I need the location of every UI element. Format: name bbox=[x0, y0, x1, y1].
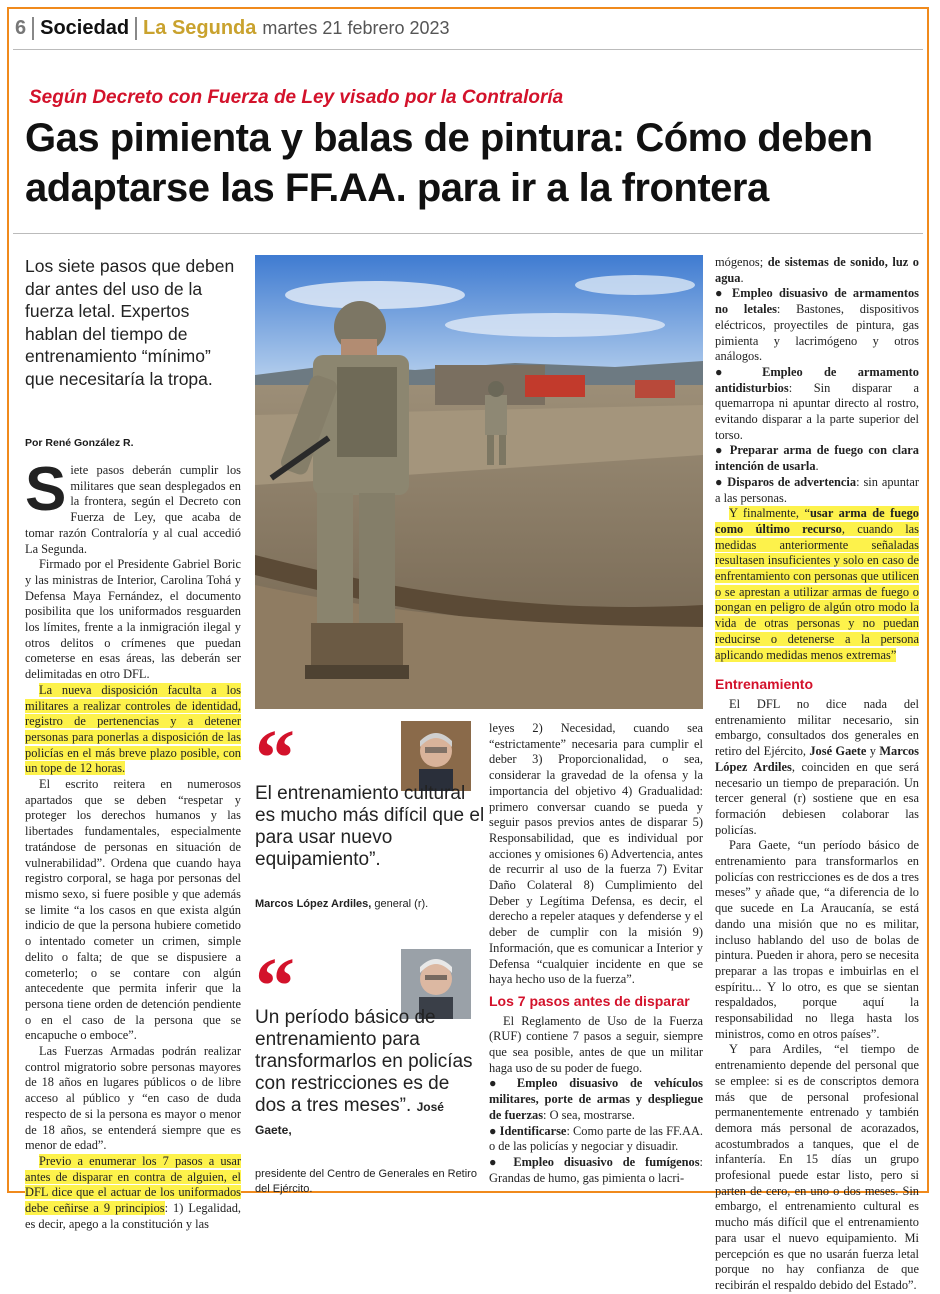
list-item: ● Preparar arma de fuego con clara intención de usarla. bbox=[715, 443, 919, 474]
text: , cuando las medidas anteriormente señaladas resultasen insuficientes y solo en caso de enfrentamiento con personas que utilicen o se aprestan a utilizar armas de fuego o pongan en peligro de algún otro modo la vida de otras personas y no puedan reducirse o detenerse a la persona aplicando medidas menos extremas” bbox=[715, 521, 920, 662]
paragraph: iete pasos deberán cumplir los militares que sean desplegados en la frontera, según el Decreto con Fuerza de Ley, que acaba de tomar razón Contraloría y al cual accedió La Segunda. bbox=[25, 463, 241, 556]
kicker: Según Decreto con Fuerza de Ley visado por la Contraloría bbox=[29, 87, 564, 108]
quote-text: El entrenamiento cultural es mucho más difícil que el para usar nuevo equipamiento”. bbox=[255, 783, 485, 870]
newspaper-page bbox=[7, 7, 929, 1292]
quote-author: Marcos López Ardiles, bbox=[255, 898, 372, 910]
article-column-4 bbox=[715, 255, 919, 1294]
list-item-text: : Grandas de humo, gas pimienta o lacri- bbox=[489, 1154, 703, 1185]
page-header bbox=[15, 17, 450, 45]
highlighted-paragraph: La nueva disposición faculta a los militares a realizar controles de identidad, registro de pertenencias y a detener personas para ponerlas a disposición de las policías en el más breve plazo posible, con un tope de 12 horas. bbox=[25, 682, 241, 776]
quote-mark-icon: “ bbox=[255, 943, 295, 1031]
portrait-marcos-lopez bbox=[401, 721, 471, 791]
paragraph: Y para Ardiles, “el tiempo de entrenamiento depende del personal que se emplee: si es de conscriptos demora más que de personal profesional permanentemente entrenado y también demora más personal de acorazados, acostumbrados a tanques, que el de infantería. En 15 días un grupo profesional puede estar listo, pero si parten de cero, en uno o dos meses. Sin embargo, el entrenamiento cultural es mucho más difícil que el entrenamiento para usar el nuevo equipamiento. Mi percepción es que no usarán fuerza letal porque no hay confianza de que recibirán el respaldo debido del Estado”. bbox=[715, 1042, 919, 1292]
list-item: ● Disparos de advertencia: sin apuntar a las personas. bbox=[715, 474, 919, 505]
list-item-title: Empleo disuasivo de fumígenos bbox=[513, 1154, 700, 1169]
list-item: ● Empleo de armamento antidisturbios: Sin disparar a quemarropa ni apuntar directo al rostro, evitando disparar a la parte superior del torso. bbox=[715, 364, 919, 442]
list-item: ● Empleo disuasivo de fumígenos: Grandas de humo, gas pimienta o lacri- bbox=[489, 1154, 703, 1185]
list-item-text: : Bastones, dispositivos eléctricos, proyectiles de pintura, gas pimienta y lacrimógeno y otros análogos. bbox=[715, 302, 919, 364]
bold-text: José Gaete bbox=[809, 744, 867, 759]
article-column-3 bbox=[489, 721, 703, 1186]
paragraph: Las Fuerzas Armadas podrán realizar control migratorio sobre personas mayores de 18 años en lugares públicos o de libre acceso al público y “en caso de duda respecto de si la persona es mayor o menor de 18 años, se entenderá siempre que es menor de edad”. bbox=[25, 1044, 241, 1153]
headline-divider bbox=[13, 233, 923, 234]
section-name: Sociedad bbox=[32, 17, 137, 40]
article-column-1 bbox=[25, 455, 241, 1232]
publication-name: La Segunda bbox=[143, 17, 257, 39]
quote-author-role: general (r). bbox=[374, 898, 429, 910]
quote-text bbox=[255, 1007, 480, 1141]
header-divider bbox=[13, 49, 923, 50]
list-item-text: : O sea, mostrarse. bbox=[543, 1107, 635, 1122]
list-item-title: Disparos de advertencia bbox=[727, 474, 857, 489]
lead-paragraph: Los siete pasos que deben dar antes del uso de la fuerza letal. Expertos hablan del tiempo de entrenamiento “mínimo” que necesitaría la tropa. bbox=[25, 256, 235, 389]
paragraph: leyes 2) Necesidad, cuando sea “estrictamente” necesaria para cumplir el deber 3) Proporcionalidad, o sea, considerar la gravedad de la ofensa y la importancia del objetivo 4) Gradualidad: primero conversar cuando se pueda y seguir pasos previos antes de disparar 5) Responsabilidad, que es individual por acciones y omisiones 6) Advertencia, antes de recurrir al uso de la fuerza 7) Evitar Daño Colateral 8) Cumplimiento del Deber y Legítima Defensa, es decir, el derecho a repeler ataques y defenderse y el deber de cumplir con la misión 9) Información, que es comunicar a Interior y Defensa “cualquier incidente en que se haya hecho uso de la fuerza”. bbox=[489, 721, 703, 987]
list-item: ● Empleo disuasivo de armamentos no letales: Bastones, dispositivos eléctricos, proyectiles de pintura, gas pimienta y lacrimógeno y otros análogos. bbox=[715, 286, 919, 364]
quote-author: José Gaete, bbox=[255, 1100, 444, 1137]
list-item-title: Empleo disuasivo de vehículos militares, porte de armas y despliegue de fuerzas bbox=[489, 1076, 703, 1122]
list-item-title: Preparar arma de fuego con clara intención de usarla bbox=[715, 443, 919, 474]
list-item-text: : Como parte de las FF.AA. o de las policías y negociar y disuadir. bbox=[489, 1123, 703, 1154]
list-item: ● Empleo disuasivo de vehículos militares, porte de armas y despliegue de fuerzas: O sea, mostrarse. bbox=[489, 1076, 703, 1122]
publication-date: martes 21 febrero 2023 bbox=[262, 18, 450, 38]
byline: Por René González R. bbox=[25, 437, 134, 449]
paragraph: Para Gaete, “un período básico de entrenamiento para transformarlos en policías con restricciones es de dos a tres meses” y añade que, “a diferencia de lo que sucede en La Araucanía, se está dando una misión que no es militar, incluso hablando del uso de bolas de pintura. Pueden ir ahora, pero se necesita preparar a las tropas e imbuirlas en el espíritu... Y lo otro, es que se sientan respaldados, porque aquí la responsabilidad no llega hasta los ministros, como en otros países”. bbox=[715, 838, 919, 1041]
quote-text-body: Un período básico de entrenamiento para transformarlos en policías con restricciones es de dos a tres meses”. bbox=[255, 1007, 473, 1116]
bold-text: Marcos López Ardiles bbox=[715, 744, 919, 774]
photo-illustration bbox=[255, 255, 703, 709]
bold-text: de sistemas de sonido, luz o agua bbox=[715, 255, 920, 285]
paragraph: Firmado por el Presidente Gabriel Boric y las ministras de Interior, Carolina Tohá y Defensa Maya Fernández, el documento posibilita que los uniformados resguarden los límites, frente a la inmigración ilegal y otros delitos o crímenes que puedan cometerse en esas áreas, las deberán ser delimitadas en otro DFL. bbox=[25, 557, 241, 682]
list-item-title: Empleo disuasivo de armamentos no letales bbox=[715, 286, 919, 317]
quote-mark-icon: “ bbox=[255, 715, 295, 803]
paragraph: El escrito reitera en numerosos apartados que se deben “respetar y proteger los derechos humanos y las libertades fundamentales, especialmente tratándose de personas en situación de vulnerabilidad”. Ordena que cuando haya registro corporal, se haga por personas del mismo sexo, si fuere posible y que además se limite “a los casos en que exista algún indicio de que la persona hubiere cometido o intentado cometer un crimen, simple delito o falta; de que se dispusiere a cometerlo; o se contare con algún antecedente que permita inferir que la persona tiene orden de detención pendiente o en el caso de la persona que se encapuche o emboce”. bbox=[25, 777, 241, 1043]
list-item-text: : Sin disparar a quemarropa ni apuntar directo al rostro, evitando disparar a la parte superior del torso. bbox=[715, 380, 919, 442]
paragraph bbox=[715, 697, 919, 838]
list-item-text: . bbox=[815, 459, 819, 474]
soldiers-photo bbox=[255, 255, 703, 709]
list-item-title: Empleo de armamento antidisturbios bbox=[715, 364, 919, 395]
text: mógenos; bbox=[715, 255, 768, 269]
quote-author-role: presidente del Centro de Generales en Retiro del Ejército. bbox=[255, 1168, 477, 1195]
page-number: 6 bbox=[15, 17, 27, 39]
drop-cap: S bbox=[25, 455, 67, 524]
highlighted-text: Previo a enumerar los 7 pasos a usar antes de disparar en contra de alguien, el DFL dice que el actuar de los uniformados debe ceñirse a 9 principios bbox=[25, 1153, 241, 1216]
text: El DFL no dice nada del entrenamiento militar necesario, sin embargo, consultados dos generales en retiro del Ejército, bbox=[715, 696, 919, 759]
text: , coinciden en que será necesario un tiempo de preparación. Un tercer general (r) sostiene que en esa formación debiesen colaborar las policías. bbox=[715, 759, 919, 837]
paragraph: El Reglamento de Uso de la Fuerza (RUF) contiene 7 pasos a seguir, siempre que sea posible, antes de que un militar haga uso de su poder de fuego. bbox=[489, 1013, 703, 1075]
list-item: ● Identificarse: Como parte de las FF.AA. o de las policías y negociar y disuadir. bbox=[489, 1123, 703, 1154]
text: Y finalmente, “ bbox=[729, 506, 810, 521]
paragraph bbox=[715, 255, 919, 286]
bold-text: usar arma de fuego como último recurso bbox=[715, 506, 919, 536]
text: y bbox=[866, 744, 880, 759]
avatar bbox=[401, 721, 471, 791]
highlighted-paragraph bbox=[715, 506, 919, 663]
list-item-title: Identificarse bbox=[499, 1123, 567, 1138]
text: . bbox=[740, 270, 744, 285]
list-item-text: : sin apuntar a las personas. bbox=[715, 474, 919, 505]
paragraph-text: : 1) Legalidad, es decir, apego a la constitución y las bbox=[25, 1201, 241, 1231]
quote-attribution bbox=[255, 897, 485, 912]
section-subhead: Los 7 pasos antes de disparar bbox=[489, 992, 690, 1009]
headline: Gas pimienta y balas de pintura: Cómo deben adaptarse las FF.AA. para ir a la frontera bbox=[25, 116, 873, 210]
section-subhead: Entrenamiento bbox=[715, 676, 814, 693]
